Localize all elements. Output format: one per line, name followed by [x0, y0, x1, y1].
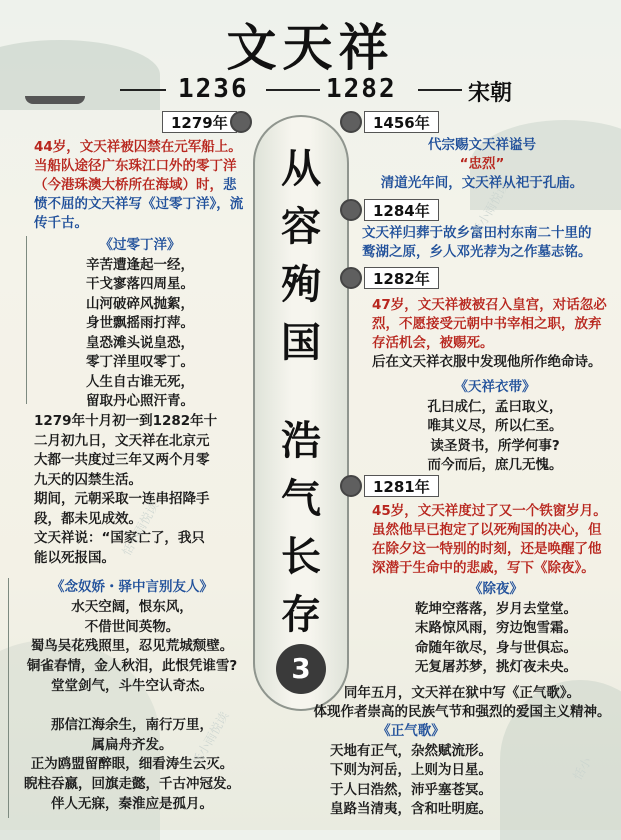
slogan-char: 殉: [281, 261, 321, 308]
poem-line: 干戈寥落四周星。: [86, 276, 194, 292]
text-line: 文天祥说：“国家亡了，我只: [34, 530, 205, 546]
year-tag-1282: 1282年: [364, 267, 439, 289]
event-1279-text: 44岁，文天祥被囚禁在元军船上。当船队途径广东珠江口外的零丁洋（今港珠澳大桥所在海域）时，悲愤不屈的文天祥写《过零丁洋》，流传千古。: [34, 139, 244, 231]
timeline-dot: [340, 111, 362, 133]
dynasty: 宋朝: [468, 81, 513, 106]
timeline-dot: [340, 199, 362, 221]
poem-title: 《过零丁洋》: [99, 237, 181, 253]
poem-title: 《除夜》: [469, 581, 523, 597]
year-end: 1282: [326, 74, 397, 104]
text-line: “忠烈”: [459, 156, 505, 172]
text-line: 清道光年间，文天祥从祀于孔庙。: [380, 175, 584, 191]
text-line: 段，都未见成效。: [34, 510, 142, 527]
poem-line: 末路惊风雨，穷边饱雪霜。: [415, 620, 577, 636]
text-line: 鹜湖之原，乡人邓光荐为之作墓志铭。: [362, 244, 592, 260]
event-1456-text: [362, 136, 602, 193]
poem-line: 唯其义尽，所以仁至。: [427, 418, 563, 434]
text-line: 烈，不愿接受元朝中书宰相之职，放弃: [372, 316, 602, 332]
event-1282-text: [372, 296, 618, 372]
watermark: 恬小雨悦读: [189, 709, 232, 769]
slogan-char: 容: [281, 203, 321, 250]
poem-line: 下则为河岳，上则为日星。: [330, 762, 492, 778]
text-line: 期间，元朝采取一连串招降手: [34, 491, 210, 507]
text-line: 文天祥归葬于故乡富田村东南二十里的: [362, 225, 592, 241]
poem-line: 蜀鸟吴花残照里，忍见荒城颓壁。: [30, 638, 234, 655]
slogan-char: 国: [281, 319, 321, 366]
poem-tian-xiang-yi-dai: [380, 378, 610, 476]
watermark: 恬小雨悦读: [119, 499, 162, 559]
text-line: 同年五月，文天祥在狱中写《正气歌》。: [343, 685, 581, 701]
poem-line: 睨柱吞嬴，回旗走懿，千古冲冠发。: [24, 776, 240, 793]
poem-line: 伴人无寐，秦淮应是孤月。: [51, 795, 213, 812]
poem-zheng-qi-ge: [316, 722, 506, 820]
text-line: 在除夕这一特别的时刻，还是唤醒了他: [372, 541, 602, 557]
poem-line: 山河破碎风抛絮，: [86, 295, 194, 312]
poem-line: 而今而后，庶几无愧。: [427, 457, 563, 473]
poem-divider: [26, 236, 27, 404]
timeline-dot: [340, 267, 362, 289]
text-line: 体现作者崇高的民族气节和强烈的爱国主义精神。: [313, 704, 611, 720]
slogan-char: [276, 372, 326, 412]
slogan-char: 气: [281, 475, 321, 522]
watermark: 恬小雨悦读: [469, 179, 512, 239]
watermark: 恬小: [570, 754, 595, 783]
poem-line: 铜雀春情，金人秋泪，此恨凭谁雪?: [26, 658, 238, 675]
captivity-text: [34, 412, 252, 568]
poem-line: 辛苦遭逢起一经，: [86, 256, 194, 273]
divider: [418, 89, 462, 91]
page-title: 文天祥: [226, 18, 395, 77]
zheng-qi-ge-intro: [306, 684, 618, 722]
slogan: [276, 140, 326, 644]
section-number: 3: [276, 644, 326, 694]
poem-chu-ye: [378, 580, 614, 678]
boat-icon: [25, 96, 85, 104]
poem-line: 零丁洋里叹零丁。: [86, 354, 194, 370]
slogan-char: 从: [281, 145, 321, 192]
divider: [120, 89, 166, 91]
text-line: 九天的囚禁生活。: [34, 471, 142, 488]
year-tag-1279: 1279年: [162, 111, 237, 133]
text-line: 47岁，文天祥被被召入皇宫，对话忽必: [372, 297, 607, 313]
poem-line: 留取丹心照汗青。: [86, 393, 194, 409]
text-line: 后在文天祥衣服中发现他所作绝命诗。: [372, 354, 602, 370]
poem-line: 属扁舟齐发。: [91, 736, 173, 753]
event-1284-text: [362, 224, 618, 262]
poem-line: 皇路当清夷，含和吐明庭。: [330, 801, 492, 817]
slogan-char: 长: [281, 533, 321, 580]
poem-line: 那信江海余生，南行万里，: [51, 716, 213, 733]
poem-nian-nu-jiao: [14, 578, 250, 815]
divider: [266, 89, 320, 91]
poem-line: 正为鸥盟留醉眼，细看涛生云灭。: [30, 756, 234, 773]
year-tag-1284: 1284年: [364, 199, 439, 221]
year-start: 1236: [178, 74, 249, 104]
timeline-dot: [340, 475, 362, 497]
poem-line: 孔曰成仁，孟曰取义，: [427, 398, 563, 415]
text-line: 大都一共度过三年又两个月零: [34, 452, 210, 468]
timeline-dot: [230, 111, 252, 133]
poem-line: 命随年欲尽，身与世俱忘。: [415, 639, 577, 656]
slogan-char: 存: [281, 591, 321, 638]
poem-divider: [8, 578, 9, 818]
poem-line: 无复屠苏梦，挑灯夜未央。: [415, 659, 577, 675]
poem-line: 读圣贤书，所学何事?: [430, 437, 560, 454]
text-line: 二月初九日，文天祥在北京元: [34, 432, 210, 449]
poem-line: 于人曰浩然，沛乎塞苍冥。: [330, 781, 492, 798]
poem-line: 乾坤空落落，岁月去堂堂。: [415, 600, 577, 617]
poem-title: 《念奴娇・驿中言别友人》: [51, 579, 213, 595]
poem-title: 《正气歌》: [377, 723, 445, 739]
poem-line: 身世飘摇雨打萍。: [86, 315, 194, 331]
poem-guo-ling-ding-yang: [40, 236, 240, 412]
year-tag-1456: 1456年: [364, 111, 439, 133]
text-line: 能以死报国。: [34, 549, 115, 566]
poem-title: 《天祥衣带》: [454, 379, 536, 395]
poem-line: 天地有正气，杂然赋流形。: [330, 742, 492, 759]
text-line: 虽然他早已抱定了以死殉国的决心，但: [372, 522, 602, 538]
poem-line: 水天空阔，恨东风，: [71, 598, 193, 615]
event-1281-text: [372, 502, 618, 578]
text-line: 45岁，文天祥度过了又一个铁窗岁月。: [372, 503, 607, 519]
poem-line: 人生自古谁无死，: [86, 373, 194, 390]
year-tag-1281: 1281年: [364, 475, 439, 497]
poem-line: 堂堂剑气，斗牛空认奇杰。: [51, 677, 213, 694]
slogan-char: 浩: [281, 417, 321, 464]
text-line: 代宗赐文天祥谥号: [428, 137, 536, 153]
poem-line: 不借世间英物。: [84, 618, 180, 635]
text-line: 1279年十月初一到1282年十: [34, 413, 218, 429]
text-line: 存活机会，被赐死。: [372, 335, 494, 351]
text-line: 深潜于生命中的悲戚，写下《除夜》。: [372, 560, 595, 576]
poem-line: 皇恐滩头说皇恐，: [86, 334, 194, 351]
